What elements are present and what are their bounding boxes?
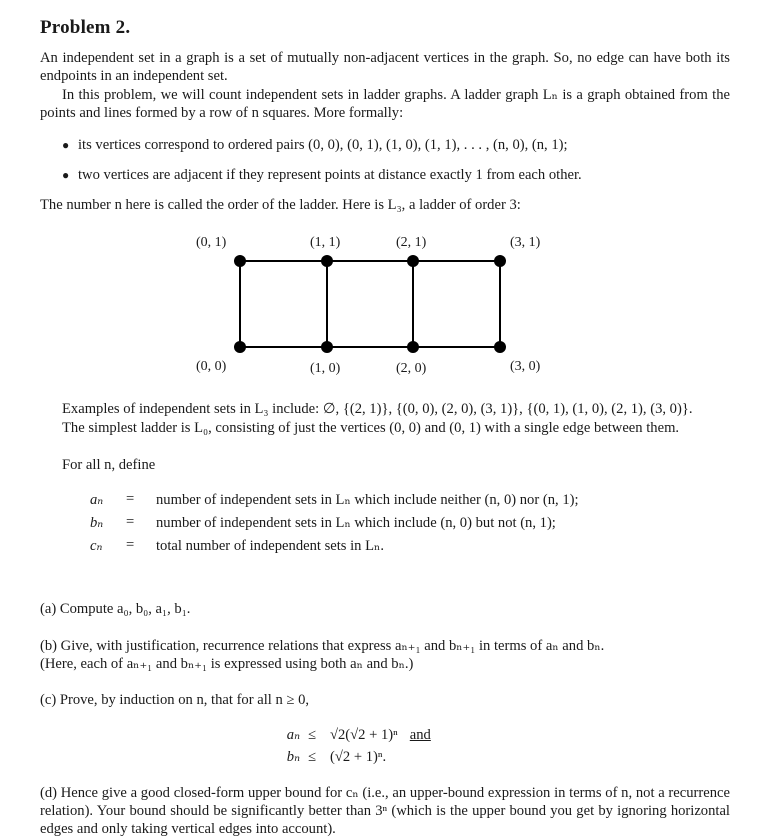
- bullet-adjacency-text: two vertices are adjacent if they represent points at distance exactly 1 from each other.: [78, 167, 582, 183]
- definition-b-var: bₙ: [90, 514, 104, 531]
- vertex-labels: [196, 235, 541, 376]
- inequality-and: and: [409, 726, 431, 743]
- definition-b: [90, 511, 579, 534]
- inequalities-block: [270, 724, 431, 768]
- order-paragraph: The number n here is called the order of the ladder. Here is L₃, a ladder of order 3:: [40, 197, 521, 213]
- vertex-0-1: [234, 255, 246, 267]
- label-0-0: (0, 0): [196, 359, 227, 374]
- definitions-block: [90, 488, 579, 557]
- definition-c-eq: =: [126, 537, 135, 553]
- vertex-1-1: [321, 255, 333, 267]
- inequality-b: [270, 746, 431, 768]
- label-2-0: (2, 0): [396, 361, 427, 376]
- label-0-1: (0, 1): [196, 235, 227, 250]
- vertex-3-1: [494, 255, 506, 267]
- definition-a-var: aₙ: [90, 491, 104, 508]
- definition-b-eq: =: [126, 514, 135, 530]
- label-3-1: (3, 1): [510, 235, 541, 250]
- part-a: (a) Compute a₀, b₀, a₁, b₁.: [40, 601, 191, 617]
- label-1-0: (1, 0): [310, 361, 341, 376]
- intro-paragraph-1: An independent set in a graph is a set of mutually non-adjacent vertices in the graph. So, no edge can have both its endpoints in an independent set.: [40, 50, 730, 84]
- part-b-line-1: (b) Give, with justification, recurrence relations that express aₙ₊₁ and bₙ₊₁ in terms of aₙ and bₙ.: [40, 638, 605, 654]
- inequality-b-rhs: (√2 + 1)ⁿ.: [330, 748, 387, 765]
- vertex-3-0: [494, 341, 506, 353]
- part-b-line-2: (Here, each of aₙ₊₁ and bₙ₊₁ is expressed using both aₙ and bₙ.): [40, 656, 414, 672]
- problem-title: Problem 2.: [40, 17, 131, 38]
- bullet-vertices-text: its vertices correspond to ordered pairs (0, 0), (0, 1), (1, 0), (1, 1), . . . , (n, 0), (n, 1);: [78, 137, 568, 153]
- vertex-0-0: [234, 341, 246, 353]
- vertex-2-0: [407, 341, 419, 353]
- inequality-a-var: aₙ: [286, 727, 300, 743]
- label-2-1: (2, 1): [396, 235, 427, 250]
- label-1-1: (1, 1): [310, 235, 341, 250]
- intro-paragraph-2: In this problem, we will count independent sets in ladder graphs. A ladder graph Lₙ is a graph obtained from the points and lines formed by a row of n squares. More formally:: [40, 87, 730, 121]
- bullet-vertices: [62, 136, 732, 154]
- bullet-dot-icon: ●: [62, 138, 70, 152]
- ladder-edges: [240, 261, 500, 347]
- inequality-a-rhs: √2(√2 + 1)ⁿ: [330, 726, 398, 743]
- label-3-0: (3, 0): [510, 359, 541, 374]
- part-c: (c) Prove, by induction on n, that for all n ≥ 0,: [40, 692, 310, 708]
- simplest-ladder-paragraph: The simplest ladder is L₀, consisting of just the vertices (0, 0) and (0, 1) with a single edge between them.: [62, 420, 680, 436]
- definition-b-text: number of independent sets in Lₙ which include (n, 0) but not (n, 1);: [156, 514, 556, 531]
- inequality-a-op: ≤: [308, 726, 317, 743]
- inequality-b-op: ≤: [308, 748, 317, 765]
- definition-a: [90, 488, 579, 511]
- definition-c-text: total number of independent sets in Lₙ.: [156, 537, 385, 554]
- definition-c-var: cₙ: [90, 537, 103, 554]
- inequality-b-var: bₙ: [286, 749, 300, 765]
- vertex-2-1: [407, 255, 419, 267]
- examples-paragraph: Examples of independent sets in L₃ include: ∅, {(2, 1)}, {(0, 0), (2, 0), (3, 1)}, {(0, 1), (1, 0), (2, 1), (3, 0)}.: [62, 401, 693, 417]
- bullet-adjacency: [62, 166, 732, 184]
- inequality-a: [270, 724, 431, 746]
- ladder-vertices: [234, 255, 506, 353]
- definition-a-text: number of independent sets in Lₙ which include neither (n, 0) nor (n, 1);: [156, 491, 579, 508]
- definition-a-eq: =: [126, 491, 135, 507]
- bullet-dot-icon: ●: [62, 168, 70, 182]
- definition-c: [90, 534, 579, 557]
- part-d: (d) Hence give a good closed-form upper bound for cₙ (i.e., an upper-bound expression in terms of n, not a recurrence relation). Your bound should be significantly better than 3ⁿ (which is the upper bound you get by ignoring horizontal edges and only taking vertical edges into account).: [40, 785, 730, 837]
- ladder-graph-l3: [180, 226, 560, 378]
- vertex-1-0: [321, 341, 333, 353]
- for-all-paragraph: For all n, define: [62, 457, 156, 473]
